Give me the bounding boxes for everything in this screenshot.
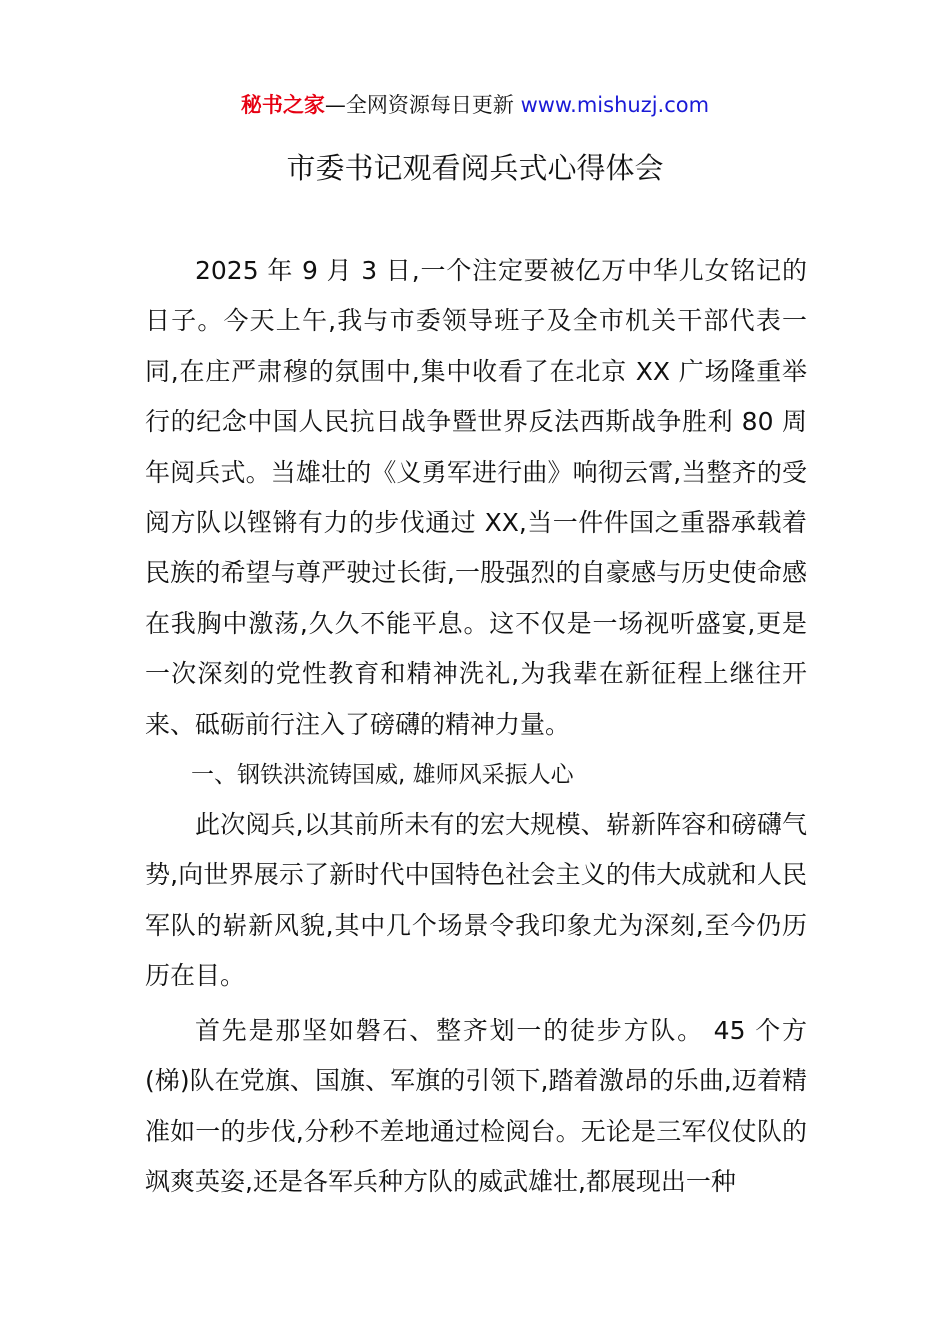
document-title: 市委书记观看阅兵式心得体会 [286, 151, 664, 185]
banner-tagline: —全网资源每日更新 [324, 93, 514, 117]
intro-paragraph: 2025 年 9 月 3 日,一个注定要被亿万中华儿女铭记的日子。今天上午,我与市委领导班子及全市机关干部代表一同,在庄严肃穆的氛围中,集中收看了在北京 XX 广场隆重举行的纪念中国人民抗日战争暨世界反法西斯战争胜利 80 周年阅兵式。当雄壮的《义勇军进行曲》响彻云霄,当整齐的受阅方队以铿锵有力的步伐通过 XX,当一件件国之重器承载着民族的希望与尊严驶过长街,一股强烈的自豪感与历史使命感在我胸中激荡,久久不能平息。这不仅是一场视听盛宴,更是一次深刻的党性教育和精神洗礼,为我辈在新征程上继往开来、砥砺前行注入了磅礴的精神力量。 [145, 256, 807, 739]
document-body [145, 246, 807, 1207]
site-url-link[interactable]: www.mishuzj.com [520, 93, 710, 117]
brand-name: 秘书之家 [240, 93, 325, 117]
body-paragraph: 此次阅兵,以其前所未有的宏大规模、崭新阵容和磅礴气势,向世界展示了新时代中国特色社会主义的伟大成就和人民军队的崭新风貌,其中几个场景令我印象尤为深刻,至今仍历历在目。 [145, 810, 807, 991]
site-banner [0, 88, 950, 122]
body-paragraph: 首先是那坚如磐石、整齐划一的徒步方队。 45 个方(梯)队在党旗、国旗、军旗的引领下,踏着激昂的乐曲,迈着精准如一的步伐,分秒不差地通过检阅台。无论是三军仪仗队的飒爽英姿,还是各军兵种方队的威武雄壮,都展现出一种 [145, 1015, 807, 1196]
section-heading: 一、钢铁洪流铸国威, 雄师风采振人心 [191, 762, 574, 789]
